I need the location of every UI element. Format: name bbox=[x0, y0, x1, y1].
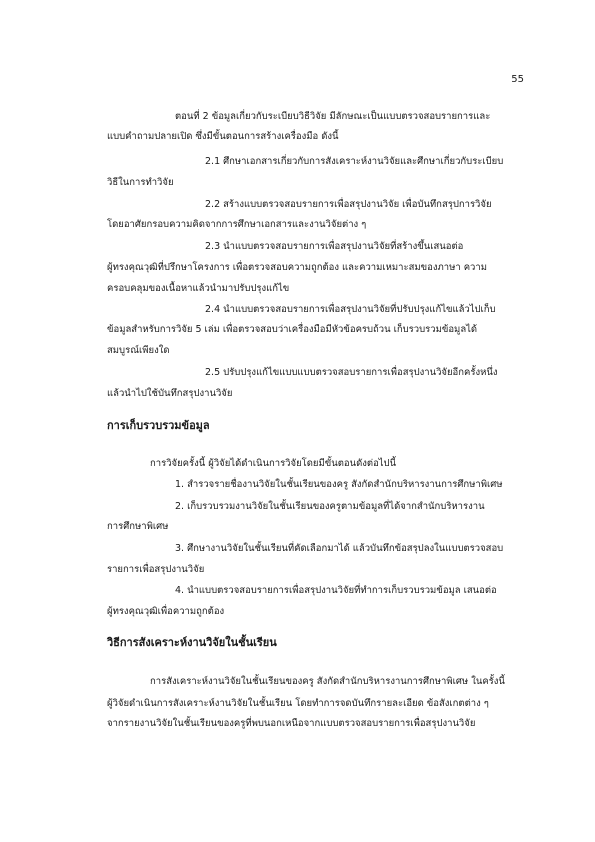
collection-item-2-line-1: 2. เก็บรวบรวมงานวิจัยในชั้นเรียนของครูตามข้อมูลที่ได้จากสำนักบริหารงาน bbox=[175, 501, 485, 512]
collection-intro: การวิจัยครั้งนี้ ผู้วิจัยได้ดำเนินการวิจัยโดยมีขั้นตอนดังต่อไปนี้ bbox=[150, 458, 397, 469]
page-number: 55 bbox=[511, 74, 524, 85]
step2-intro-line-1: ตอนที่ 2 ข้อมูลเกี่ยวกับระเบียบวิธีวิจัย มีลักษณะเป็นแบบตรวจสอบรายการและ bbox=[175, 111, 491, 122]
collection-item-4-line-1: 4. นำแบบตรวจสอบรายการเพื่อสรุปงานวิจัยที่ทำการเก็บรวบรวมข้อมูล เสนอต่อ bbox=[175, 585, 497, 596]
collection-item-2-line-2: การศึกษาพิเศษ bbox=[107, 521, 169, 532]
step2-intro-line-2: แบบคำถามปลายเปิด ซึ่งมีขั้นตอนการสร้างเครื่องมือ ดังนี้ bbox=[107, 131, 339, 142]
item-2-4-line-3: สมบูรณ์เพียงใด bbox=[107, 345, 170, 356]
analysis-heading: วิธีการสังเคราะห์งานวิจัยในชั้นเรียน bbox=[107, 636, 277, 649]
item-2-4-line-2: ข้อมูลสำหรับการวิจัย 5 เล่ม เพื่อตรวจสอบว่าเครื่องมือมีหัวข้อครบถ้วน เก็บรวบรวมข้อมูลได้ bbox=[107, 324, 478, 335]
item-2-3-line-2: ผู้ทรงคุณวุฒิที่ปรึกษาโครงการ เพื่อตรวจสอบความถูกต้อง และความเหมาะสมของภาษา ความ bbox=[107, 262, 487, 273]
item-2-2-line-2: โดยอาศัยกรอบความคิดจากการศึกษาเอกสารและงานวิจัยต่าง ๆ bbox=[107, 219, 367, 230]
item-2-3-line-1: 2.3 นำแบบตรวจสอบรายการเพื่อสรุปงานวิจัยที่สร้างขึ้นเสนอต่อ bbox=[205, 241, 464, 252]
item-2-4-line-1: 2.4 นำแบบตรวจสอบรายการเพื่อสรุปงานวิจัยที่ปรับปรุงแก้ไขแล้วไปเก็บ bbox=[205, 304, 496, 315]
collection-heading: การเก็บรวบรวมข้อมูล bbox=[107, 419, 210, 432]
item-2-1-line-2: วิธีในการทำวิจัย bbox=[107, 177, 174, 188]
collection-item-3-line-1: 3. ศึกษางานวิจัยในชั้นเรียนที่คัดเลือกมาได้ แล้วบันทึกข้อสรุปลงในแบบตรวจสอบ bbox=[175, 543, 504, 554]
analysis-para-line-3: จากรายงานวิจัยในชั้นเรียนของครูที่พบนอกเหนือจากแบบตรวจสอบรายการเพื่อสรุปงานวิจัย bbox=[107, 718, 476, 729]
item-2-5-line-1: 2.5 ปรับปรุงแก้ไขแบบแบบตรวจสอบรายการเพื่อสรุปงานวิจัยอีกครั้งหนึ่ง bbox=[205, 367, 498, 378]
item-2-1-line-1: 2.1 ศึกษาเอกสารเกี่ยวกับการสังเคราะห์งานวิจัยและศึกษาเกี่ยวกับระเบียบ bbox=[205, 156, 504, 167]
collection-item-4-line-2: ผู้ทรงคุณวุฒิเพื่อความถูกต้อง bbox=[107, 606, 225, 617]
item-2-2-line-1: 2.2 สร้างแบบตรวจสอบรายการเพื่อสรุปงานวิจัย เพื่อบันทึกสรุปการวิจัย bbox=[205, 199, 492, 210]
analysis-para-line-1: การสังเคราะห์งานวิจัยในชั้นเรียนของครู สังกัดสำนักบริหารงานการศึกษาพิเศษ ในครั้งนี้ bbox=[150, 676, 505, 687]
collection-item-3-line-2: รายการเพื่อสรุปงานวิจัย bbox=[107, 564, 205, 575]
item-2-5-line-2: แล้วนำไปใช้บันทึกสรุปงานวิจัย bbox=[107, 388, 233, 399]
item-2-3-line-3: ครอบคลุมของเนื้อหาแล้วนำมาปรับปรุงแก้ไข bbox=[107, 283, 290, 294]
analysis-para-line-2: ผู้วิจัยดำเนินการสังเคราะห์งานวิจัยในชั้นเรียน โดยทำการจดบันทึกรายละเอียด ข้อสังเกตต่าง ๆ bbox=[107, 698, 489, 709]
collection-item-1: 1. สำรวจรายชื่องานวิจัยในชั้นเรียนของครู สังกัดสำนักบริหารงานการศึกษาพิเศษ bbox=[175, 479, 503, 490]
